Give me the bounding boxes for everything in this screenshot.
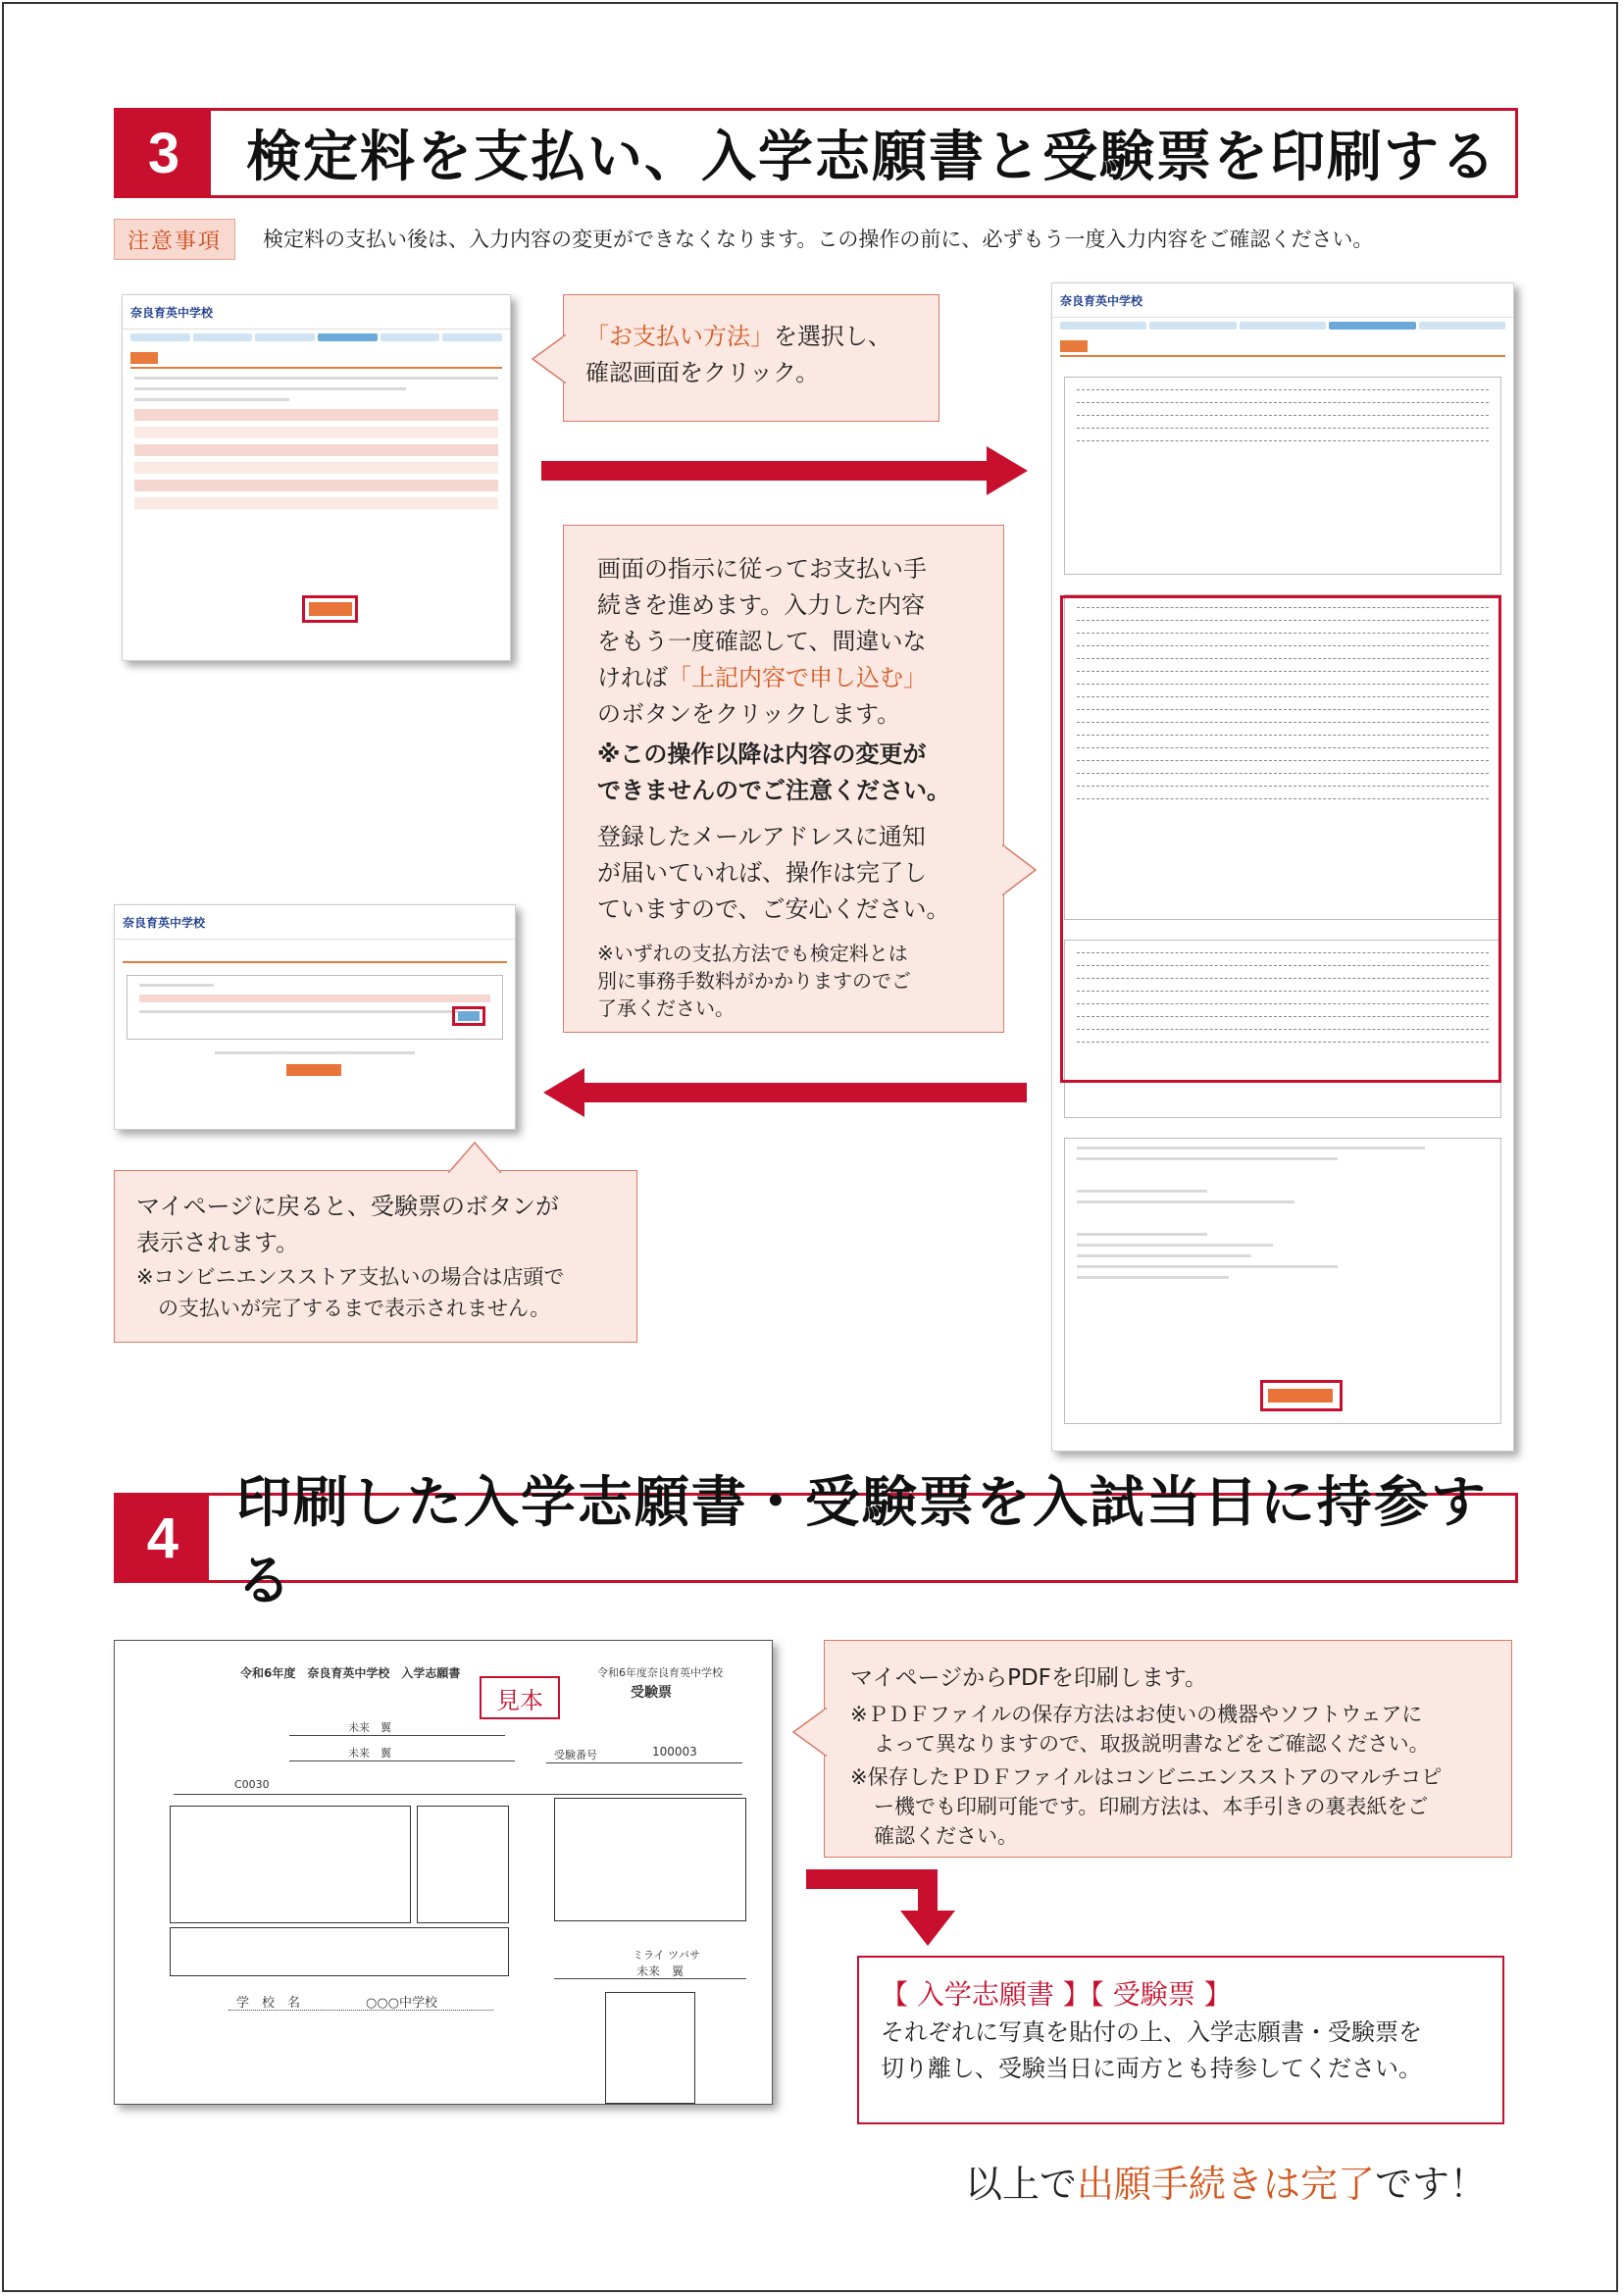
callout-b-line2: 続きを進めます。入力した内容 [597,591,926,619]
school-logo-2: 奈良育英中学校 [1060,293,1143,308]
callout-a-line2: 確認画面をクリック。 [585,359,820,386]
pdf-note2-line1: ※保存したＰＤＦファイルはコンビニエンスストアのマルチコピ [850,1765,1443,1789]
callout-a-line1: を選択し、 [774,323,891,350]
highlight-submit-button [1260,1380,1343,1411]
callout-b-line1: 画面の指示に従ってお支払い手 [597,555,927,583]
sample-application-form [114,1640,773,2105]
pdf-note1-line2: よって異なりますので、取扱説明書などをご確認ください。 [874,1732,1430,1756]
highlight-ticket-button [452,1006,485,1026]
notify-line2: が届いていれば、操作は完了し [597,859,927,887]
docs-title: 【 入学志願書 】【 受験票 】 [881,1978,1232,2011]
screenshot-mypage [114,904,516,1130]
school-logo-3: 奈良育英中学校 [123,915,206,930]
exam-no-label: 受験番号 [554,1749,597,1761]
exam-no-value: 100003 [652,1745,697,1759]
highlight-confirm-button [302,595,358,623]
highlight-payment-method: 「お支払い方法」 [585,323,774,350]
docs-instruction-box [857,1956,1504,2124]
pdf-note1-line1: ※ＰＤＦファイルの保存方法はお使いの機器やソフトウェアに [850,1703,1423,1726]
highlight-review-section [1060,595,1501,1083]
caution-text: 検定料の支払い後は、入力内容の変更ができなくなります。この操作の前に、必ずもう一度入力内容をご確認ください。 [263,228,1374,251]
notify-line3: ていますので、ご安心ください。 [597,895,950,923]
callout-payment-procedure [563,525,1004,1033]
pdf-note2-line2: ー機でも印刷可能です。印刷方法は、本手引きの裏表紙をご [874,1795,1429,1818]
caution-label: 注意事項 [114,219,235,260]
pdf-title: マイページからPDFを印刷します。 [850,1665,1208,1691]
school-logo: 奈良育英中学校 [130,305,214,320]
notify-line1: 登録したメールアドレスに通知 [597,823,926,850]
arrow-left-head [543,1068,584,1117]
callout-c-note2: の支払いが完了するまで表示されません。 [158,1297,551,1320]
form-code: C0030 [234,1778,270,1791]
warning-line1: ※この操作以降は内容の変更が [597,740,927,768]
step4-title: 印刷した入学志願書・受験票を入試当日に持参する [235,1471,1488,1613]
finish-highlight: 出願手続きは完了 [1077,2163,1376,2206]
callout-b-line3: をもう一度確認して、間違いな [597,628,927,655]
callout-b-line4: ければ [597,664,668,691]
furigana: ミライ ツバサ [633,1949,700,1962]
sample-label: 見本 [480,1676,560,1719]
finish-pre: 以上で [965,2163,1078,2206]
callout-mypage-return [114,1170,637,1343]
callout-b-pointer [1002,843,1038,896]
callout-c-note1: ※コンビニエンスストア支払いの場合は店頭で [136,1265,565,1289]
finish-post: です！ [1375,2163,1488,2206]
step3-header [114,108,1518,198]
school-value: ○○○中学校 [366,1996,438,2011]
bent-arrow-head [900,1911,955,1946]
step3-title: 検定料を支払い、入学志願書と受験票を印刷する [246,126,1497,189]
step4-number: 4 [117,1496,209,1580]
arrow-right-head [987,446,1028,495]
callout-b-line5: のボタンをクリックします。 [597,700,901,728]
school-label: 学 校 名 [236,1996,301,2011]
screenshot-confirmation [1051,282,1514,1452]
arrow-right [541,461,992,481]
ticket-school: 令和6年度奈良育英中学校 [597,1666,723,1679]
step3-number: 3 [117,111,211,195]
fee-note-line1: ※いずれの支払方法でも検定料とは [597,942,908,965]
bent-arrow-vertical [918,1869,938,1913]
docs-line2: 切り離し、受験当日に両方とも持参してください。 [881,2055,1422,2082]
callout-pdf-pointer [791,1707,827,1758]
highlight-apply-button: 「上記内容で申し込む」 [668,664,927,691]
callout-print-pdf [824,1640,1512,1858]
pdf-note2-line3: 確認ください。 [874,1824,1018,1848]
ticket-name: 未来 翼 [636,1964,685,1978]
arrow-left [584,1083,1027,1102]
callout-a-pointer [531,333,566,384]
form-name: 未来 翼 [348,1721,391,1734]
step4-header [114,1471,1518,1613]
callout-c-line1: マイページに戻ると、受験票のボタンが [136,1193,560,1220]
ticket-title: 受験票 [631,1685,672,1701]
fee-note-line2: 別に事務手数料がかかりますのでご [597,969,911,993]
callout-select-payment [563,294,939,422]
callout-c-pointer [447,1141,502,1173]
application-title: 令和6年度 奈良育英中学校 入学志願書 [240,1666,461,1680]
finish-message [965,2154,1487,2208]
callout-c-line2: 表示されます。 [136,1229,300,1256]
docs-line1: それぞれに写真を貼付の上、入学志願書・受験票を [881,2018,1422,2046]
form-name-2: 未来 翼 [348,1747,391,1760]
screenshot-payment-method [122,294,511,661]
warning-line2: できませんのでご注意ください。 [597,777,950,804]
fee-note-line3: 了承ください。 [597,996,735,1020]
